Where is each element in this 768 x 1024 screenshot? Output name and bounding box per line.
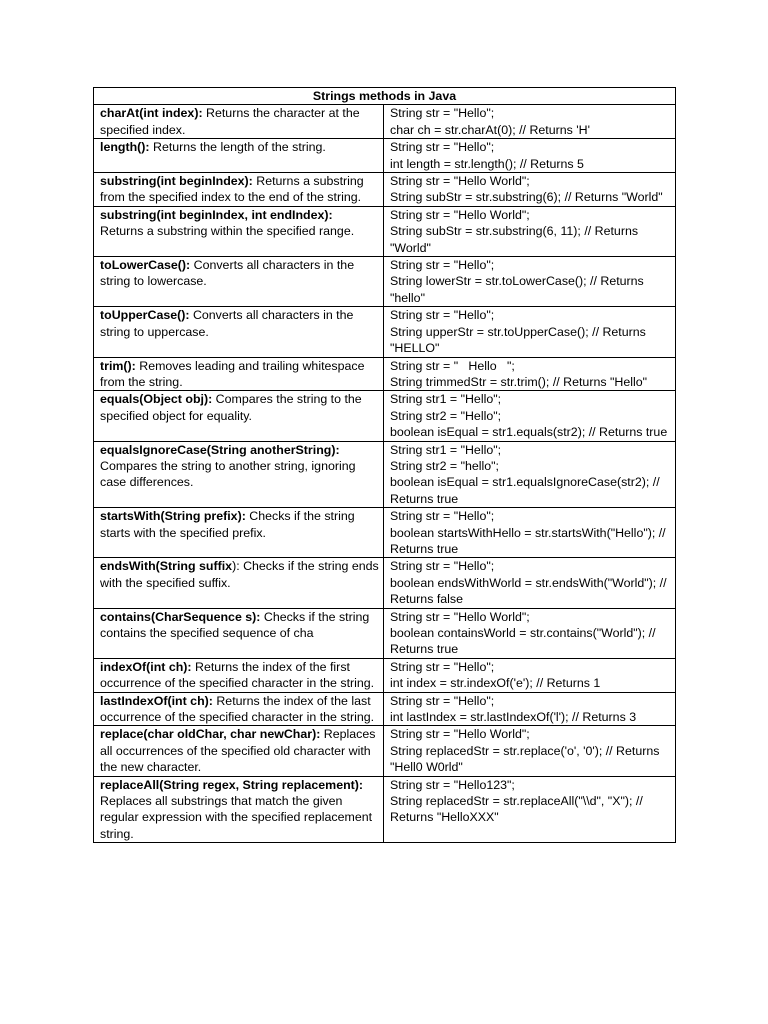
method-signature: equalsIgnoreCase(String anotherString): <box>100 442 340 457</box>
table-row <box>94 608 676 658</box>
code-line: String replacedStr = str.replace('o', '0'); // Returns "Hell0 W0rld" <box>390 743 663 775</box>
method-signature: indexOf(int ch): <box>100 659 192 674</box>
code-line: String str = "Hello"; <box>390 559 495 574</box>
method-description-cell <box>94 105 384 139</box>
table-title: Strings methods in Java <box>94 88 676 105</box>
code-example-cell <box>384 441 676 508</box>
code-line: boolean endsWithWorld = str.endsWith("World"); // Returns false <box>390 575 671 607</box>
code-example-cell <box>384 608 676 658</box>
document-page <box>93 87 675 843</box>
method-description: Returns the length of the string. <box>149 140 326 155</box>
method-description-cell <box>94 173 384 207</box>
method-signature: charAt(int index): <box>100 106 203 121</box>
method-description: Converts all characters in the string to uppercase. <box>100 308 354 339</box>
code-line: String lowerStr = str.toLowerCase(); // Returns "hello" <box>390 274 648 305</box>
method-description-cell <box>94 726 384 776</box>
method-description-cell <box>94 692 384 726</box>
method-description-cell <box>94 658 384 692</box>
code-line: String str = "Hello"; <box>390 509 495 524</box>
table-row <box>94 726 676 776</box>
method-description: Replaces all substrings that match the given regular expression with the specified replacement string. <box>100 794 373 841</box>
table-title-row <box>94 88 676 105</box>
method-description: Compares the string to the specified object for equality. <box>100 392 362 423</box>
method-signature: trim(): <box>100 358 136 373</box>
code-line: String str = "Hello World"; <box>390 609 530 624</box>
code-example-cell <box>384 307 676 357</box>
code-line: boolean containsWorld = str.contains("World"); // Returns true <box>390 626 660 657</box>
code-example-cell <box>384 508 676 558</box>
code-line: String str = "Hello World"; <box>390 174 530 189</box>
code-example-cell <box>384 558 676 608</box>
code-example-cell <box>384 726 676 776</box>
method-signature: substring(int beginIndex, int endIndex): <box>100 207 333 222</box>
code-example-cell <box>384 391 676 441</box>
method-signature: replace(char oldChar, char newChar): <box>100 727 321 742</box>
code-example-cell <box>384 257 676 307</box>
code-example-cell <box>384 658 676 692</box>
code-line: String upperStr = str.toUpperCase(); // Returns "HELLO" <box>390 324 650 356</box>
method-signature: toUpperCase(): <box>100 308 190 323</box>
table-body <box>94 105 676 843</box>
table-row <box>94 658 676 692</box>
method-description: Checks if the string contains the specified sequence of cha <box>100 609 370 640</box>
table-row <box>94 257 676 307</box>
code-line: String str = "Hello World"; <box>390 727 530 742</box>
code-line: int index = str.indexOf('e'); // Returns 1 <box>390 676 601 691</box>
method-signature: startsWith(String prefix): <box>100 509 246 524</box>
code-example-cell <box>384 357 676 391</box>
method-description-cell <box>94 776 384 843</box>
table-row <box>94 307 676 357</box>
code-line: boolean isEqual = str1.equals(str2); // Returns true <box>390 425 668 440</box>
table-row <box>94 139 676 173</box>
method-description-cell <box>94 558 384 608</box>
table-row <box>94 558 676 608</box>
code-line: String trimmedStr = str.trim(); // Returns "Hello" <box>390 374 648 389</box>
method-description-cell <box>94 307 384 357</box>
method-signature: length(): <box>100 140 150 155</box>
code-example-cell <box>384 776 676 843</box>
method-signature: lastIndexOf(int ch): <box>100 693 213 708</box>
code-line: String str = "Hello123"; <box>390 777 515 792</box>
code-line: String subStr = str.substring(6, 11); // Returns "World" <box>390 224 642 255</box>
method-description-cell <box>94 441 384 508</box>
method-signature: toLowerCase(): <box>100 258 191 273</box>
table-row <box>94 776 676 843</box>
code-line: String str = "Hello"; <box>390 693 495 708</box>
method-description: Returns a substring within the specified range. <box>100 224 355 239</box>
code-line: boolean isEqual = str1.equalsIgnoreCase(str2); // Returns true <box>390 475 664 506</box>
code-example-cell <box>384 173 676 207</box>
method-description: Replaces all occurrences of the specified old character with the new character. <box>100 727 376 775</box>
table-row <box>94 391 676 441</box>
table-row <box>94 692 676 726</box>
code-line: String replacedStr = str.replaceAll("\\d", "X"); // Returns "HelloXXX" <box>390 794 647 825</box>
code-line: String str2 = "Hello"; <box>390 408 502 423</box>
method-signature: contains(CharSequence s): <box>100 609 261 624</box>
code-line: String str = " Hello "; <box>390 358 515 373</box>
method-description: Returns the index of the last occurrence of the specified character in the string. <box>100 693 375 725</box>
method-description: Returns the character at the specified index. <box>100 106 360 137</box>
method-description: Converts all characters in the string to lowercase. <box>100 258 355 289</box>
method-description: ): Checks if the string ends with the specified suffix. <box>100 559 379 590</box>
method-description: Returns a substring from the specified index to the end of the string. <box>100 174 364 205</box>
method-description-cell <box>94 608 384 658</box>
method-description: Removes leading and trailing whitespace from the string. <box>100 358 365 389</box>
code-line: String str = "Hello"; <box>390 140 495 155</box>
code-example-cell <box>384 692 676 726</box>
table-row <box>94 105 676 139</box>
method-description-cell <box>94 206 384 256</box>
code-line: String str1 = "Hello"; <box>390 442 502 457</box>
table-row <box>94 173 676 207</box>
method-signature: replaceAll(String regex, String replacement): <box>100 777 364 792</box>
code-line: String str = "Hello"; <box>390 659 495 674</box>
code-line: int lastIndex = str.lastIndexOf('l'); // Returns 3 <box>390 710 637 725</box>
method-description: Checks if the string starts with the specified prefix. <box>100 509 355 540</box>
method-description: Returns the index of the first occurrence of the specified character in the string. <box>100 659 375 691</box>
method-description-cell <box>94 257 384 307</box>
method-description-cell <box>94 508 384 558</box>
string-methods-table <box>93 87 676 843</box>
method-description-cell <box>94 391 384 441</box>
code-line: String str1 = "Hello"; <box>390 392 502 407</box>
code-line: String str = "Hello"; <box>390 106 495 121</box>
method-description: Compares the string to another string, ignoring case differences. <box>100 458 356 490</box>
code-line: String str = "Hello World"; <box>390 207 530 222</box>
method-signature: substring(int beginIndex): <box>100 174 253 189</box>
method-description-cell <box>94 357 384 391</box>
code-line: String str2 = "hello"; <box>390 458 500 473</box>
method-description-cell <box>94 139 384 173</box>
table-row <box>94 206 676 256</box>
method-signature: equals(Object obj): <box>100 392 213 407</box>
code-example-cell <box>384 206 676 256</box>
code-line: String str = "Hello"; <box>390 308 495 323</box>
code-line: String subStr = str.substring(6); // Returns "World" <box>390 190 663 205</box>
method-signature: endsWith(String suffix <box>100 559 233 574</box>
code-line: boolean startsWithHello = str.startsWith("Hello"); // Returns true <box>390 525 670 556</box>
code-example-cell <box>384 105 676 139</box>
code-line: char ch = str.charAt(0); // Returns 'H' <box>390 122 590 137</box>
table-row <box>94 357 676 391</box>
table-row <box>94 508 676 558</box>
table-row <box>94 441 676 508</box>
code-line: int length = str.length(); // Returns 5 <box>390 156 584 171</box>
code-example-cell <box>384 139 676 173</box>
code-line: String str = "Hello"; <box>390 258 495 273</box>
